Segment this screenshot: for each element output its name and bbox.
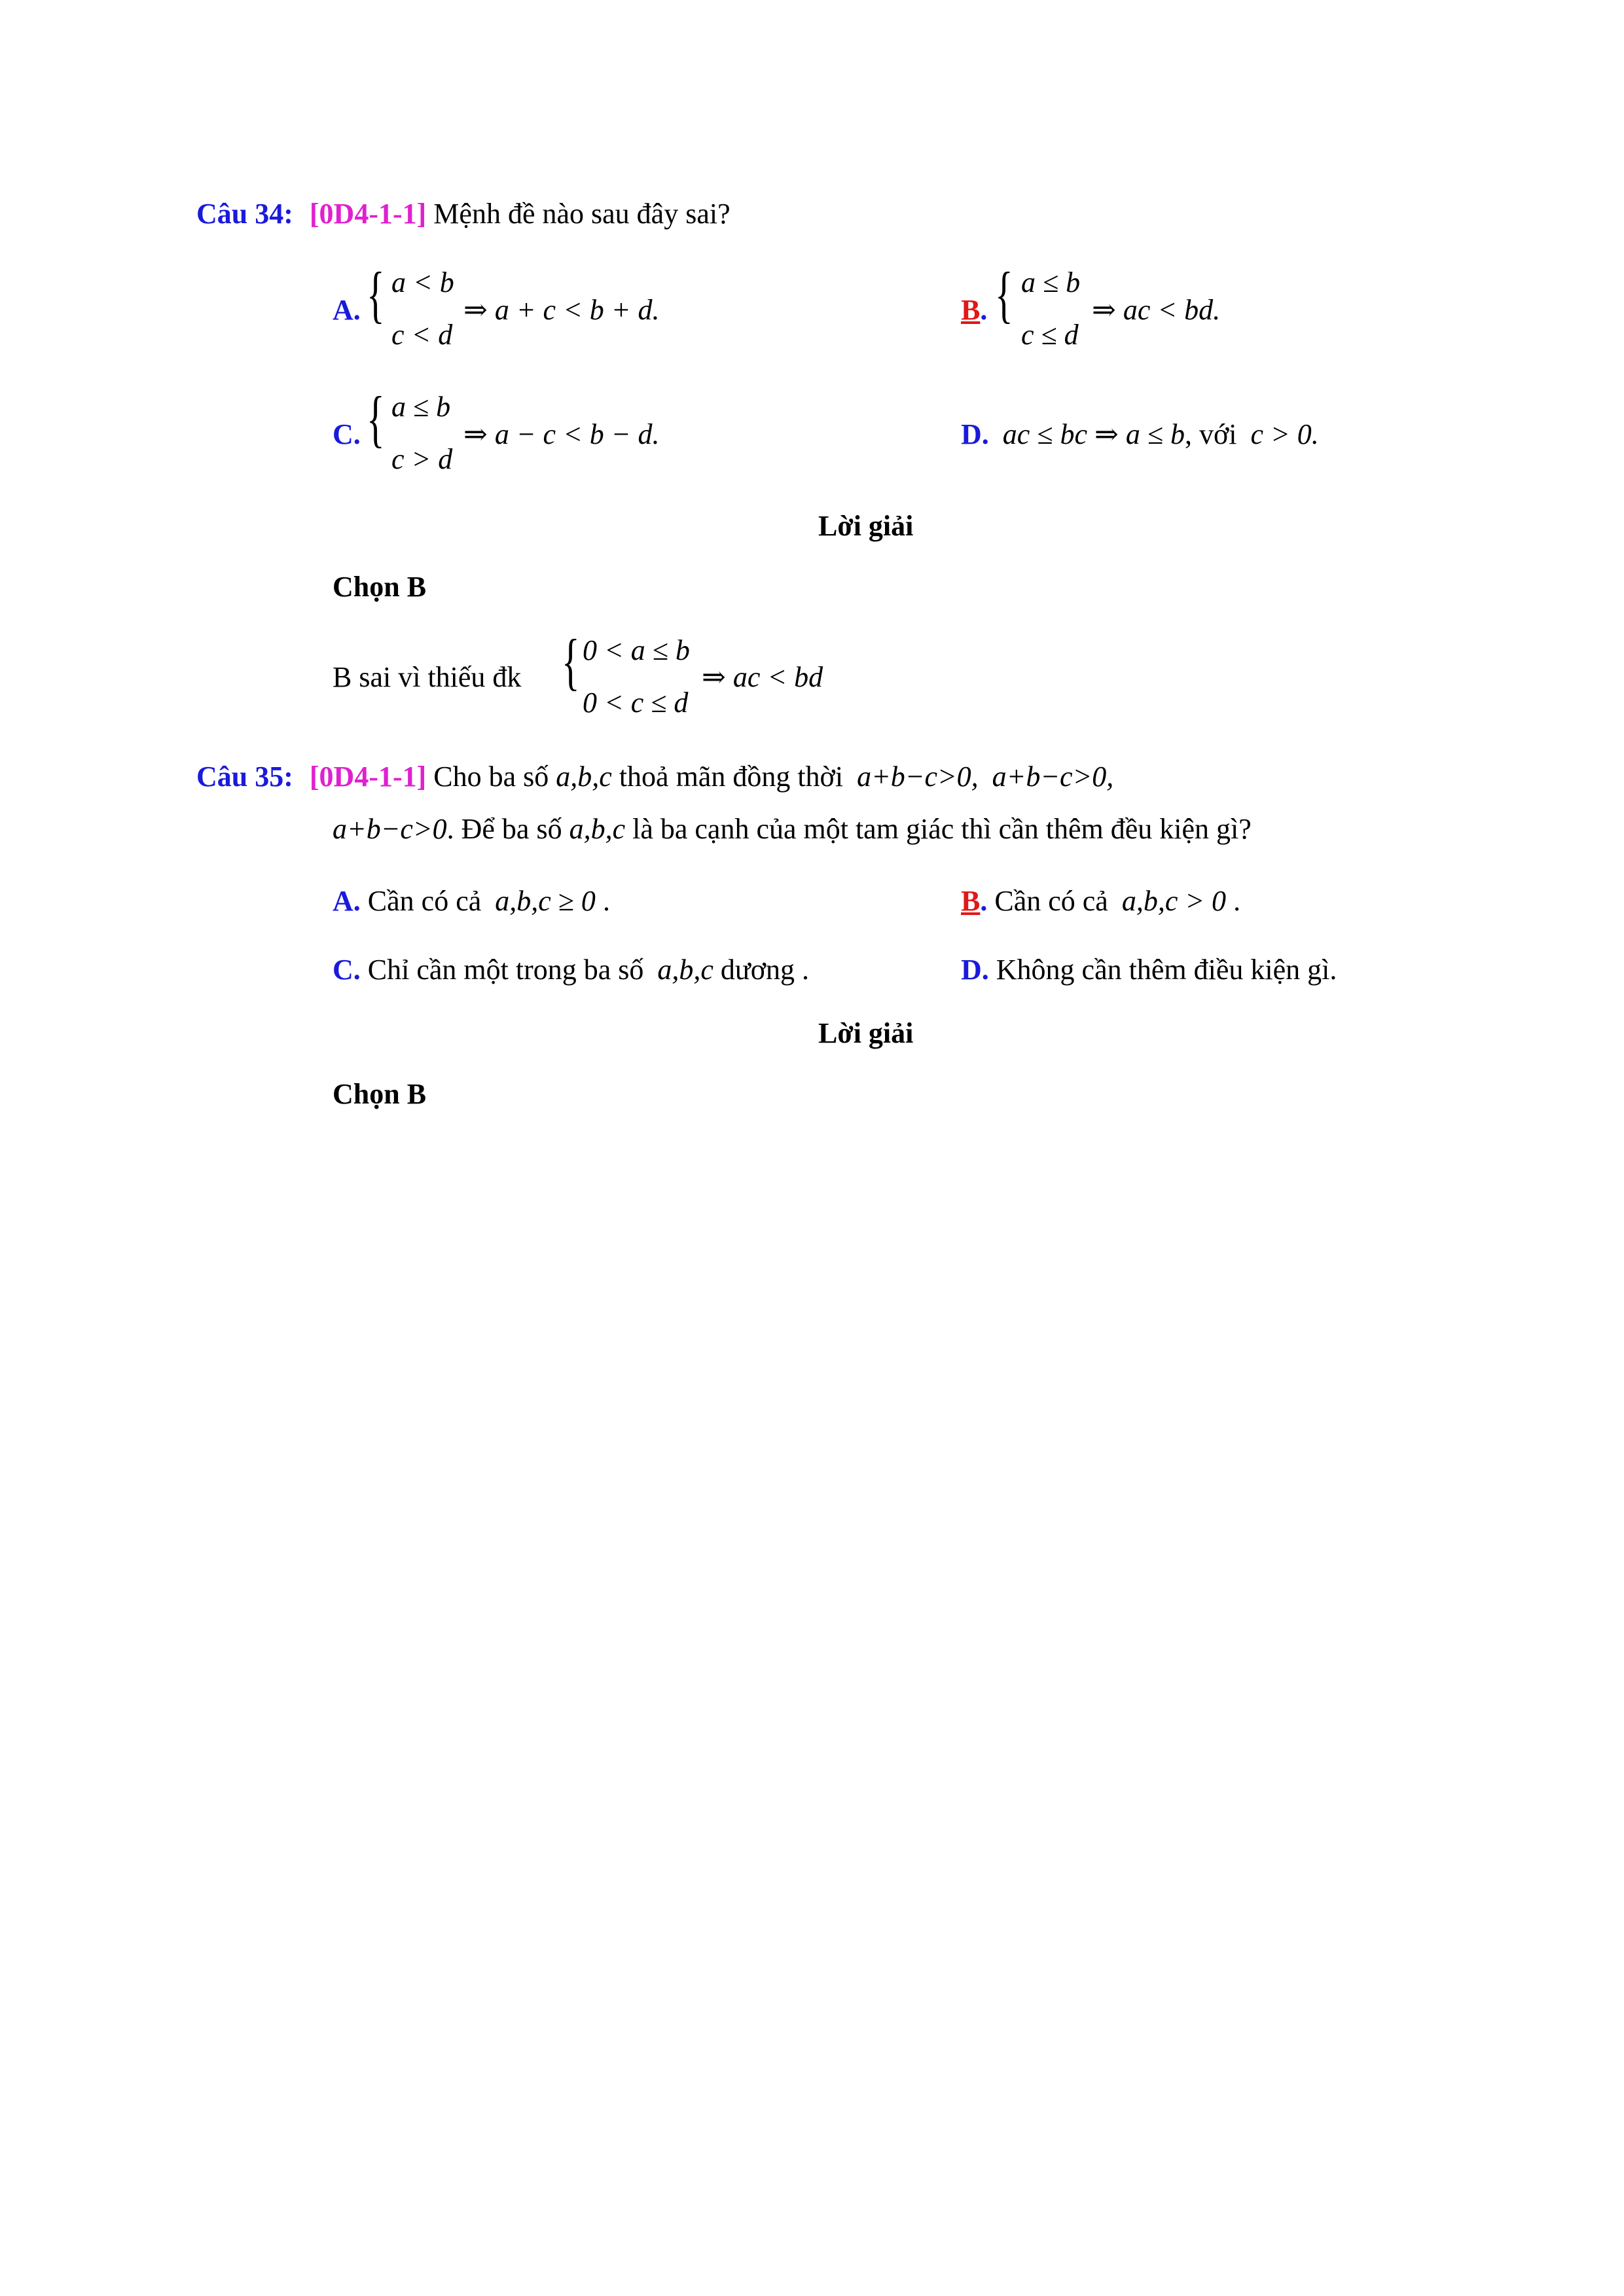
q34-option-d-letter: D. [961, 418, 989, 450]
q34-option-a-line1: a < b [391, 266, 454, 298]
q35-option-d[interactable]: D. Không cần thêm điều kiện gì. [961, 954, 1337, 986]
q34-explain-line2: 0 < c ≤ d [583, 687, 689, 719]
brace-icon: { [562, 626, 580, 696]
q34-option-a-rhs: ⇒ a + c < b + d. [463, 294, 660, 326]
q34-tag: [0D4-1-1] [309, 198, 427, 230]
q34-option-d[interactable]: D. ac ≤ bc ⇒ a ≤ b, với c > 0. [961, 418, 1319, 450]
q34-option-b-letter[interactable]: B. [961, 294, 988, 326]
q34-option-c-line1: a ≤ b [391, 391, 451, 423]
brace-icon: { [367, 384, 385, 454]
q34-option-b-rhs: ⇒ ac < bd. [1092, 294, 1221, 326]
q34-header [196, 200, 731, 228]
q35-option-b[interactable]: B. Cần có cả a,b,c > 0 . [961, 885, 1241, 917]
q35-line2: a+b−c>0. Để ba số a,b,c là ba cạnh của một tam giác thì cần thêm đều kiện gì? [333, 813, 1252, 845]
brace-icon: { [367, 259, 385, 329]
q35-label: Câu 35: [196, 761, 293, 793]
q35-header: Câu 35: [0D4-1-1] Cho ba số a,b,c thoả mãn đồng thời a+b−c>0, a+b−c>0, [196, 761, 1114, 793]
q34-option-c-rhs: ⇒ a − c < b − d. [463, 418, 660, 450]
q35-choose: Chọn B [333, 1078, 427, 1110]
q34-option-a-letter[interactable]: A. [333, 294, 361, 326]
q34-option-d-cond: c > 0. [1250, 418, 1319, 450]
q35-option-a[interactable]: A. Cần có cả a,b,c ≥ 0 . [333, 885, 610, 917]
q34-option-d-expr: ac ≤ bc ⇒ a ≤ b [1002, 418, 1185, 450]
q34-explain-prefix: B sai vì thiếu đk [333, 661, 522, 693]
q34-label: Câu 34: [196, 198, 293, 230]
q34-explain-line1: 0 < a ≤ b [583, 634, 690, 666]
q34-option-c-letter[interactable]: C. [333, 418, 361, 450]
q34-explain-rhs: ⇒ ac < bd [702, 661, 823, 693]
q34-option-a-line2: c < d [391, 319, 453, 351]
q34-option-c-line2: c > d [391, 443, 453, 475]
q34-option-b-line1: a ≤ b [1021, 266, 1081, 298]
brace-icon: { [995, 259, 1013, 329]
q34-text: Mệnh đề nào sau đây sai? [433, 198, 731, 230]
q34-option-b-line2: c ≤ d [1021, 319, 1079, 351]
q34-choose: Chọn B [333, 571, 427, 603]
q34-solution-heading: Lời giải [818, 510, 914, 542]
q35-option-c[interactable]: C. Chỉ cần một trong ba số a,b,c dương . [333, 954, 810, 986]
q35-solution-heading: Lời giải [818, 1017, 914, 1049]
q35-tag: [0D4-1-1] [309, 761, 427, 793]
